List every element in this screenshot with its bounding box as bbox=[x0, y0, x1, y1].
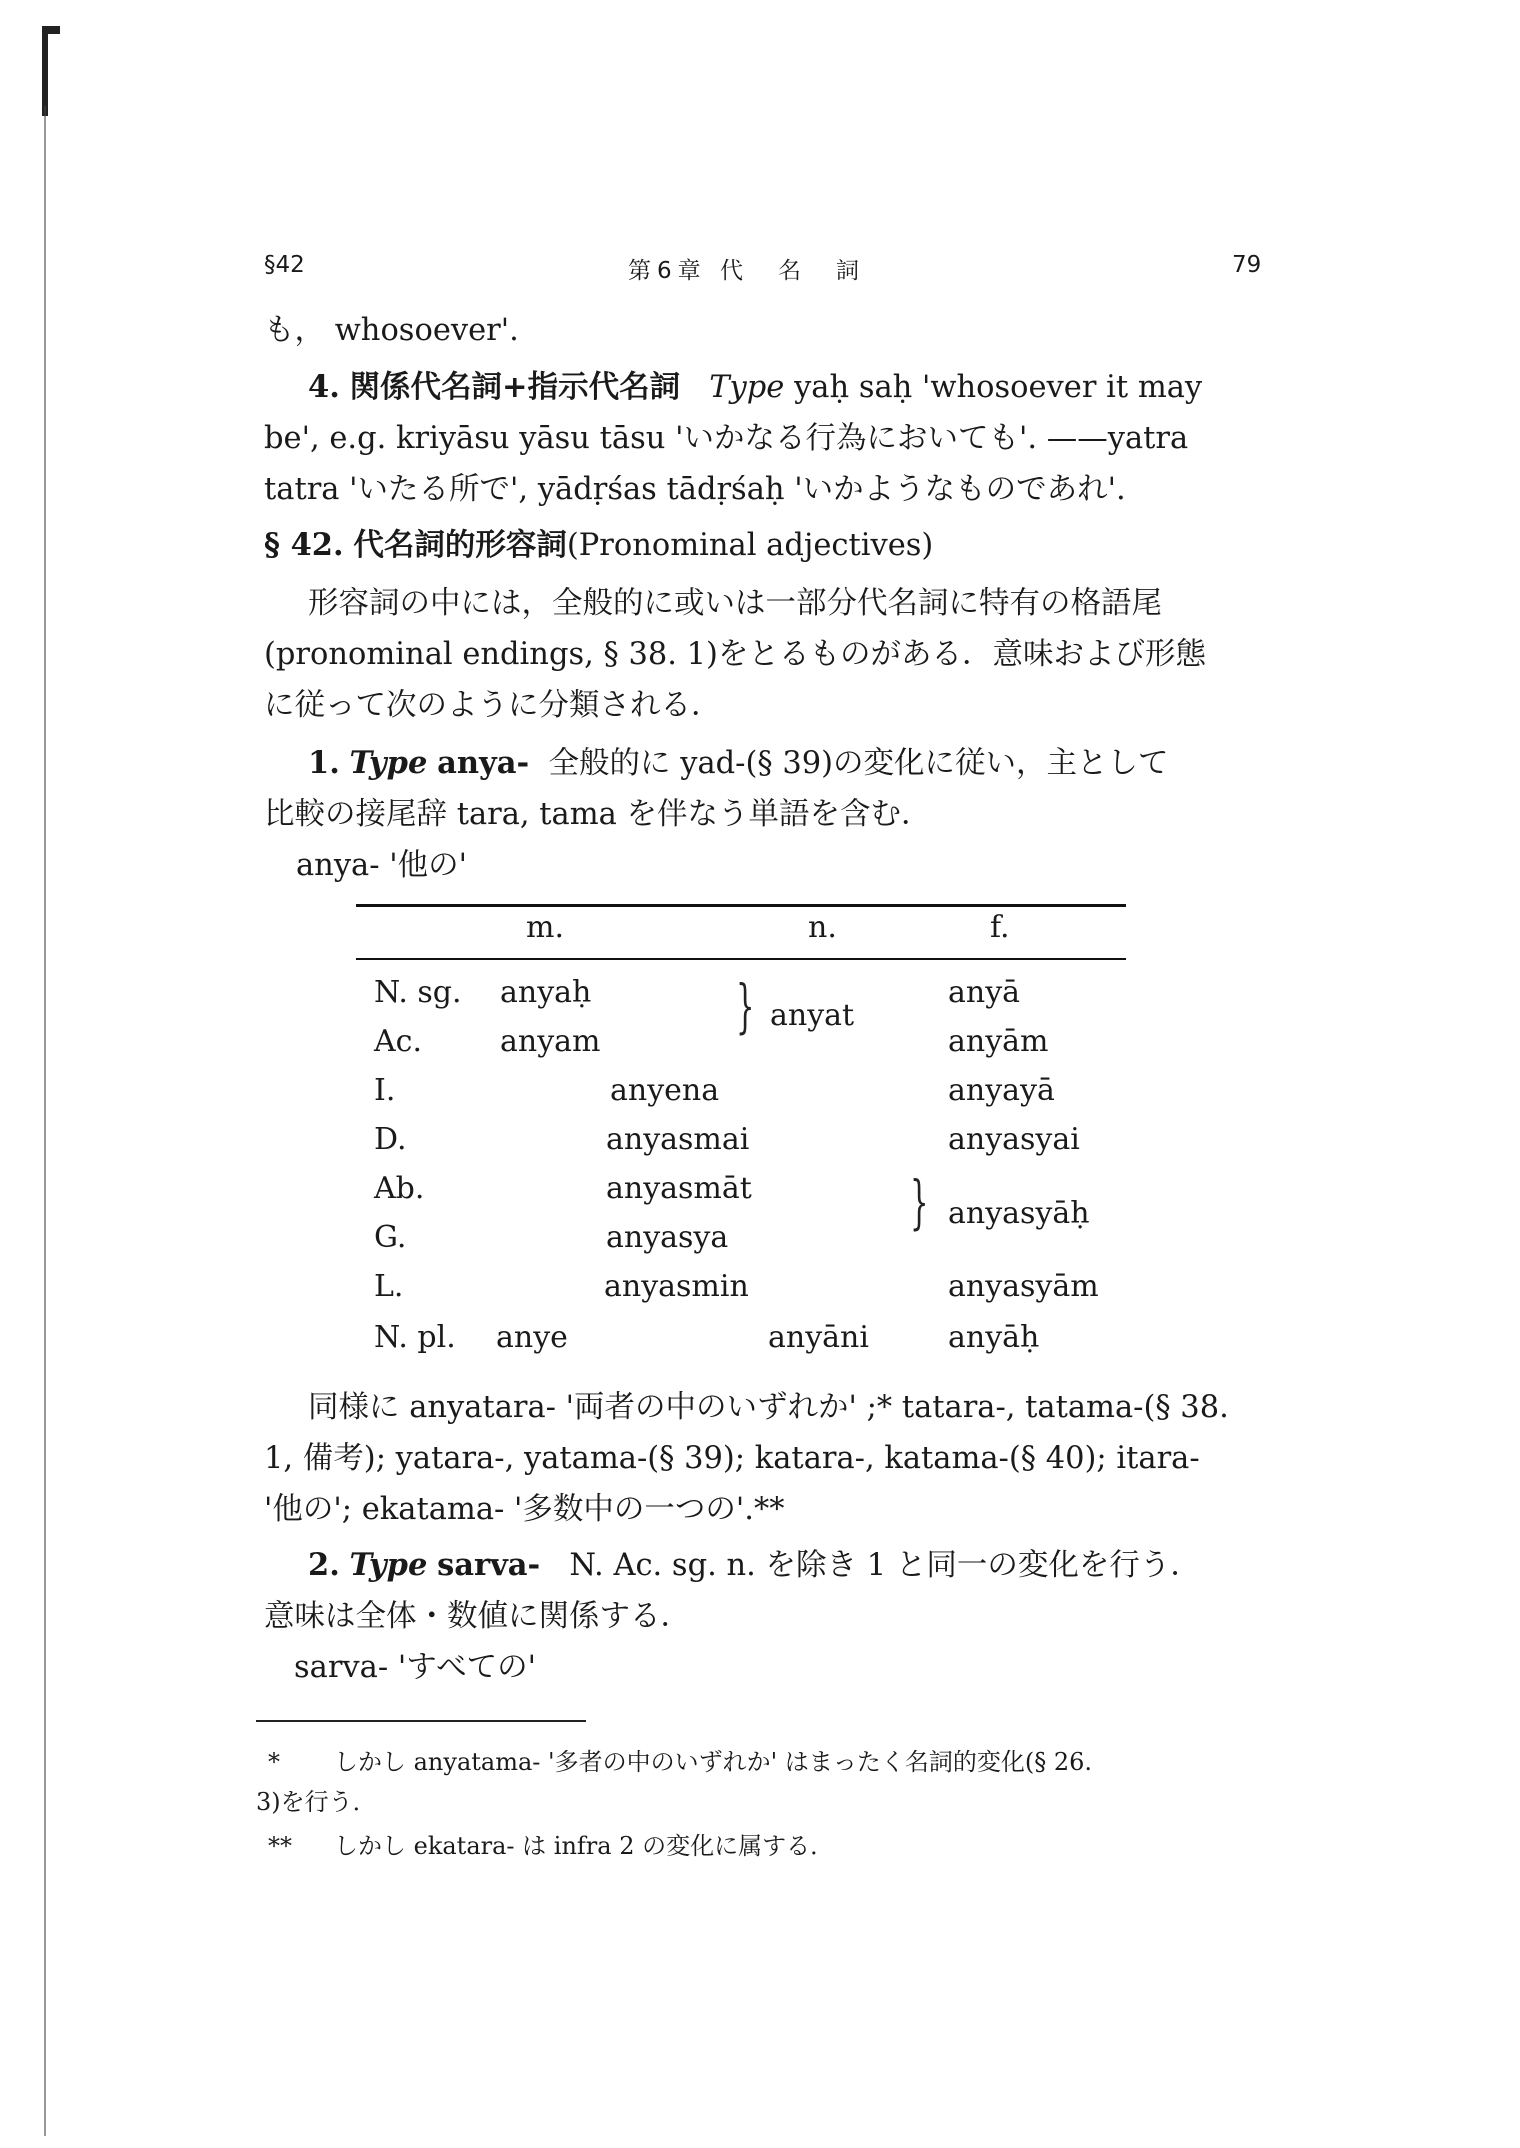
form-m: anye bbox=[496, 1320, 568, 1355]
case-label: I. bbox=[374, 1073, 396, 1108]
table-header-f: f. bbox=[990, 910, 1010, 945]
section-42-title-en: (Pronominal adjectives) bbox=[566, 528, 934, 563]
table-top-rule bbox=[356, 904, 1126, 907]
case-label: Ac. bbox=[374, 1024, 423, 1059]
similar-line: 1, 備考); yatara-, yatama-(§ 39); katara-, katama-(§ 40); itara- bbox=[264, 1441, 1200, 1476]
footnote-rule bbox=[256, 1720, 586, 1722]
page-number: 79 bbox=[1232, 252, 1262, 278]
section-42-paragraph bbox=[264, 578, 1254, 731]
section-42-number: § 42. bbox=[264, 527, 344, 563]
binding-edge bbox=[42, 26, 48, 2148]
type-1-example: anya- '他の' bbox=[296, 848, 468, 883]
running-header-section: §42 bbox=[264, 252, 305, 278]
footnote-2-line1: しかし ekatara- は infra 2 の変化に属する． bbox=[334, 1832, 835, 1860]
binding-line bbox=[44, 106, 46, 2136]
case-label: N. pl. bbox=[374, 1320, 456, 1355]
type-1-type-word: Type bbox=[349, 745, 428, 781]
footnote-1-marker: * bbox=[268, 1748, 280, 1776]
type-1-line2: 比較の接尾辞 tara, tama を伴なう単語を含む． bbox=[264, 797, 932, 832]
binding-top-mark bbox=[42, 26, 48, 116]
form-mn: anyasmāt bbox=[606, 1171, 752, 1206]
form-f: anyasyai bbox=[948, 1122, 1080, 1157]
type-2-type-word: Type bbox=[349, 1547, 428, 1583]
type-2-line2: 意味は全体・数値に関係する． bbox=[264, 1599, 691, 1634]
item-4-line2: be', e.g. kriyāsu yāsu tāsu 'いかなる行為においても'. ——yatra bbox=[264, 421, 1189, 456]
case-label: L. bbox=[374, 1269, 404, 1304]
section-42-title-jp: 代名詞的形容詞 bbox=[353, 528, 567, 563]
running-header-chapter: 第6章 代 名 詞 bbox=[628, 258, 865, 284]
form-n-shared: anyat bbox=[770, 998, 855, 1033]
footnote-2-marker: ** bbox=[268, 1832, 292, 1860]
type-1-stem: anya- bbox=[437, 745, 530, 781]
section-42-line: に従って次のように分類される． bbox=[264, 688, 722, 723]
type-2-line1: N. Ac. sg. n. を除き 1 と同一の変化を行う． bbox=[569, 1548, 1201, 1583]
form-n: anyāni bbox=[768, 1320, 869, 1355]
type-1-line1: 全般的に yad-(§ 39)の変化に従い，主として bbox=[548, 746, 1169, 781]
type-2-stem: sarva- bbox=[437, 1547, 541, 1583]
item-4-type-word: Type bbox=[709, 370, 785, 405]
item-4-paragraph bbox=[264, 362, 1254, 515]
form-f: anyā bbox=[948, 975, 1021, 1010]
item-4-line1: yaḥ saḥ 'whosoever it may bbox=[794, 370, 1203, 405]
item-4-heading: 関係代名詞+指示代名詞 bbox=[349, 370, 681, 405]
type-1-number: 1. bbox=[308, 745, 340, 781]
form-f: anyasyām bbox=[948, 1269, 1099, 1304]
similar-line: 同様に anyatara- '両者の中のいずれか' ;* tatara-, tatama-(§ 38. bbox=[308, 1390, 1229, 1425]
right-brace-icon: } bbox=[736, 972, 755, 1040]
section-42-line: 形容詞の中には，全般的に或いは一部分代名詞に特有の格語尾 bbox=[308, 586, 1162, 621]
type-2-number: 2. bbox=[308, 1547, 340, 1583]
right-brace-icon: } bbox=[910, 1168, 929, 1236]
footnote-2 bbox=[268, 1826, 834, 1861]
type-2-example: sarva- 'すべての' bbox=[294, 1650, 536, 1685]
footnote-1-line1: しかし anyatama- '多者の中のいずれか' はまったく名詞的変化(§ 26. bbox=[334, 1748, 1093, 1776]
footnote-1 bbox=[268, 1742, 1092, 1777]
table-header-rule bbox=[356, 958, 1126, 960]
footnote-1-line2: 3)を行う． bbox=[256, 1788, 377, 1816]
form-f-shared: anyasyāḥ bbox=[948, 1196, 1090, 1231]
form-m: anyaḥ bbox=[500, 975, 592, 1010]
similar-paragraph bbox=[264, 1382, 1254, 1535]
table-header-n: n. bbox=[808, 910, 837, 945]
form-f: anyāḥ bbox=[948, 1320, 1040, 1355]
case-label: N. sg. bbox=[374, 975, 462, 1010]
form-m: anyam bbox=[500, 1024, 601, 1059]
table-header-m: m. bbox=[526, 910, 564, 945]
item-4-line3: tatra 'いたる所で', yādṛśas tādṛśaḥ 'いかようなものであれ'. bbox=[264, 472, 1126, 507]
type-1-paragraph bbox=[264, 738, 1254, 891]
case-label: G. bbox=[374, 1220, 407, 1255]
type-2-paragraph bbox=[264, 1540, 1254, 1693]
form-f: anyām bbox=[948, 1024, 1049, 1059]
section-42-line: (pronominal endings, § 38. 1)をとるものがある．意味および形態 bbox=[264, 637, 1206, 672]
continuation-line: も， whosoever'. bbox=[264, 313, 519, 348]
form-mn: anyasya bbox=[606, 1220, 729, 1255]
form-mn: anyasmai bbox=[606, 1122, 750, 1157]
similar-line: '他の'; ekatama- '多数中の一つの'.** bbox=[264, 1492, 785, 1527]
item-4-number: 4. bbox=[308, 369, 340, 405]
case-label: Ab. bbox=[374, 1171, 425, 1206]
case-label: D. bbox=[374, 1122, 407, 1157]
form-mn: anyena bbox=[610, 1073, 720, 1108]
form-f: anyayā bbox=[948, 1073, 1055, 1108]
section-42-heading bbox=[264, 520, 1254, 571]
form-mn: anyasmin bbox=[604, 1269, 749, 1304]
